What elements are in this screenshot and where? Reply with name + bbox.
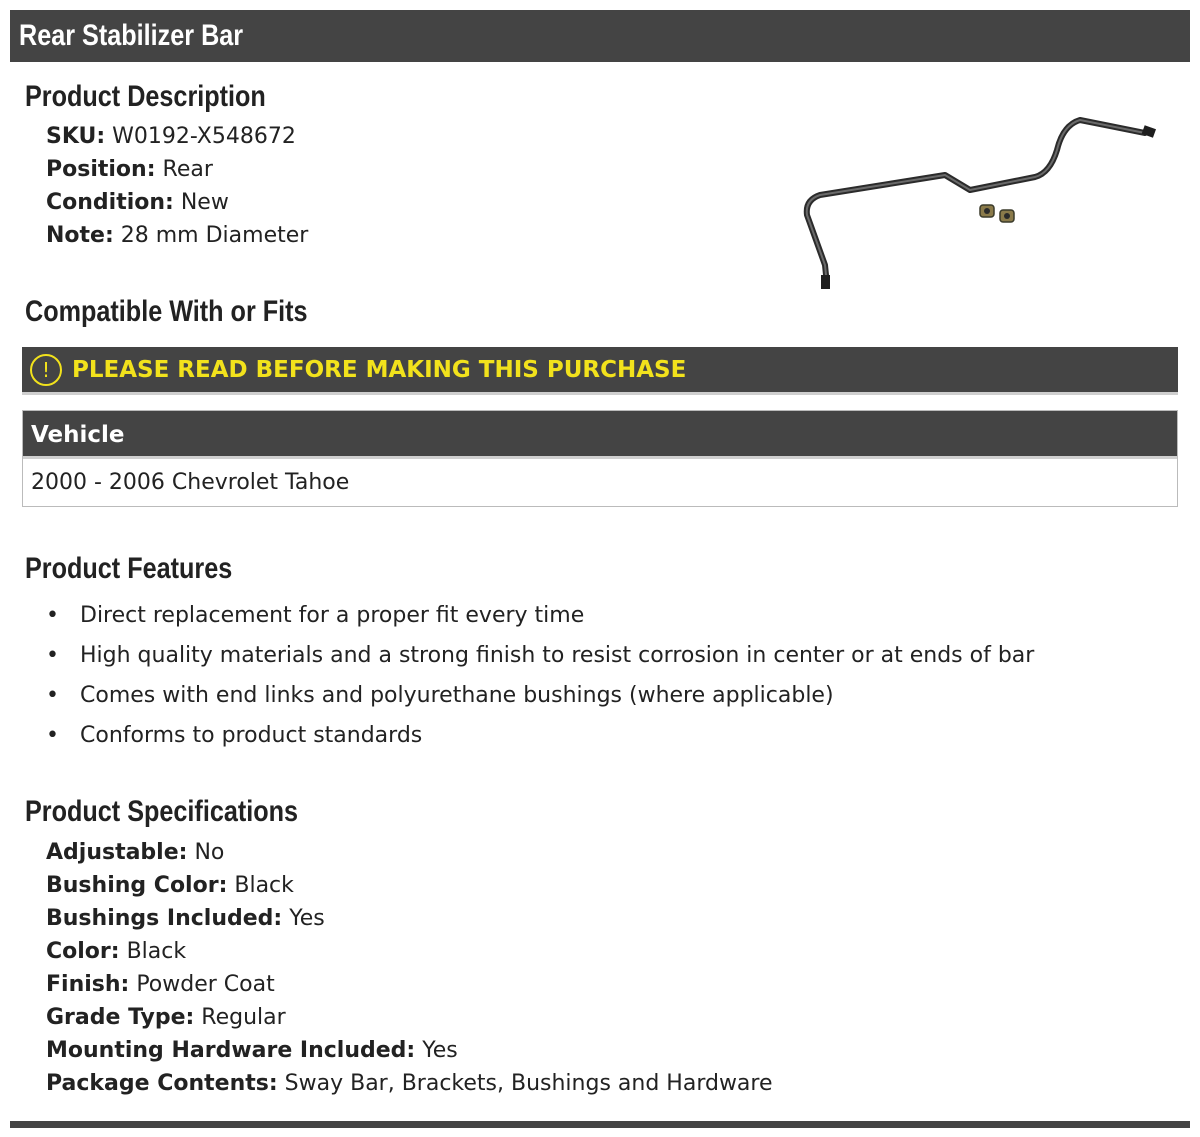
row-label: Finish: bbox=[46, 972, 130, 997]
row-label: Bushings Included: bbox=[46, 906, 283, 931]
product-specifications-heading: Product Specifications bbox=[25, 795, 299, 828]
row-value: Powder Coat bbox=[136, 972, 275, 997]
feature-text: Conforms to product standards bbox=[80, 723, 423, 748]
row-value: Rear bbox=[162, 157, 213, 182]
row-value: Black bbox=[234, 873, 294, 898]
list-item bbox=[46, 716, 1034, 756]
product-description-list bbox=[46, 120, 308, 252]
description-row-condition bbox=[46, 186, 308, 219]
row-label: Position: bbox=[46, 157, 156, 182]
vehicle-table bbox=[22, 410, 1178, 507]
compatibility-heading: Compatible With or Fits bbox=[25, 295, 308, 328]
list-item bbox=[46, 676, 1034, 716]
row-label: Bushing Color: bbox=[46, 873, 228, 898]
row-value: 28 mm Diameter bbox=[120, 223, 309, 248]
description-row-note bbox=[46, 219, 308, 252]
feature-text: Comes with end links and polyurethane bushings (where applicable) bbox=[80, 683, 834, 708]
row-label: Package Contents: bbox=[46, 1071, 278, 1096]
feature-text: Direct replacement for a proper fit every time bbox=[80, 603, 585, 628]
page-title-bar bbox=[10, 10, 1190, 62]
row-label: Note: bbox=[46, 223, 114, 248]
row-value: Yes bbox=[289, 906, 325, 931]
row-value: Regular bbox=[201, 1005, 286, 1030]
bullet-icon: • bbox=[46, 643, 59, 668]
stabilizer-bar-illustration bbox=[795, 105, 1170, 295]
spec-row bbox=[46, 935, 773, 968]
page-title: Rear Stabilizer Bar bbox=[19, 19, 244, 52]
product-features-list bbox=[46, 596, 1034, 756]
bottom-divider bbox=[10, 1121, 1190, 1128]
spec-row bbox=[46, 902, 773, 935]
row-label: Color: bbox=[46, 939, 120, 964]
description-row-sku bbox=[46, 120, 308, 153]
row-value: Yes bbox=[422, 1038, 458, 1063]
product-specifications-list bbox=[46, 836, 773, 1100]
vehicle-row: 2000 - 2006 Chevrolet Tahoe bbox=[31, 470, 350, 495]
bullet-icon: • bbox=[46, 603, 59, 628]
product-image bbox=[795, 105, 1170, 295]
spec-row bbox=[46, 968, 773, 1001]
bullet-icon: • bbox=[46, 683, 59, 708]
row-label: Adjustable: bbox=[46, 840, 188, 865]
row-label: Mounting Hardware Included: bbox=[46, 1038, 416, 1063]
spec-row bbox=[46, 836, 773, 869]
row-value: Sway Bar, Brackets, Bushings and Hardware bbox=[284, 1071, 773, 1096]
product-features-heading: Product Features bbox=[25, 552, 233, 585]
bracket-icon bbox=[980, 205, 1014, 222]
vehicle-table-header: Vehicle bbox=[23, 411, 1177, 459]
exclamation-circle-icon: ! bbox=[30, 354, 62, 386]
spec-row bbox=[46, 1067, 773, 1100]
spec-row bbox=[46, 1001, 773, 1034]
row-label: SKU: bbox=[46, 124, 106, 149]
bullet-icon: • bbox=[46, 723, 59, 748]
alert-text: PLEASE READ BEFORE MAKING THIS PURCHASE bbox=[72, 356, 687, 383]
list-item bbox=[46, 596, 1034, 636]
row-label: Grade Type: bbox=[46, 1005, 195, 1030]
feature-text: High quality materials and a strong finish to resist corrosion in center or at ends of bar bbox=[80, 643, 1035, 668]
description-row-position bbox=[46, 153, 308, 186]
row-label: Condition: bbox=[46, 190, 174, 215]
row-value: No bbox=[194, 840, 225, 865]
list-item bbox=[46, 636, 1034, 676]
spec-row bbox=[46, 869, 773, 902]
row-value: Black bbox=[126, 939, 187, 964]
purchase-alert-bar bbox=[22, 347, 1178, 395]
spec-row bbox=[46, 1034, 773, 1067]
row-value: W0192-X548672 bbox=[112, 124, 296, 149]
row-value: New bbox=[180, 190, 229, 215]
product-description-heading: Product Description bbox=[25, 80, 266, 113]
